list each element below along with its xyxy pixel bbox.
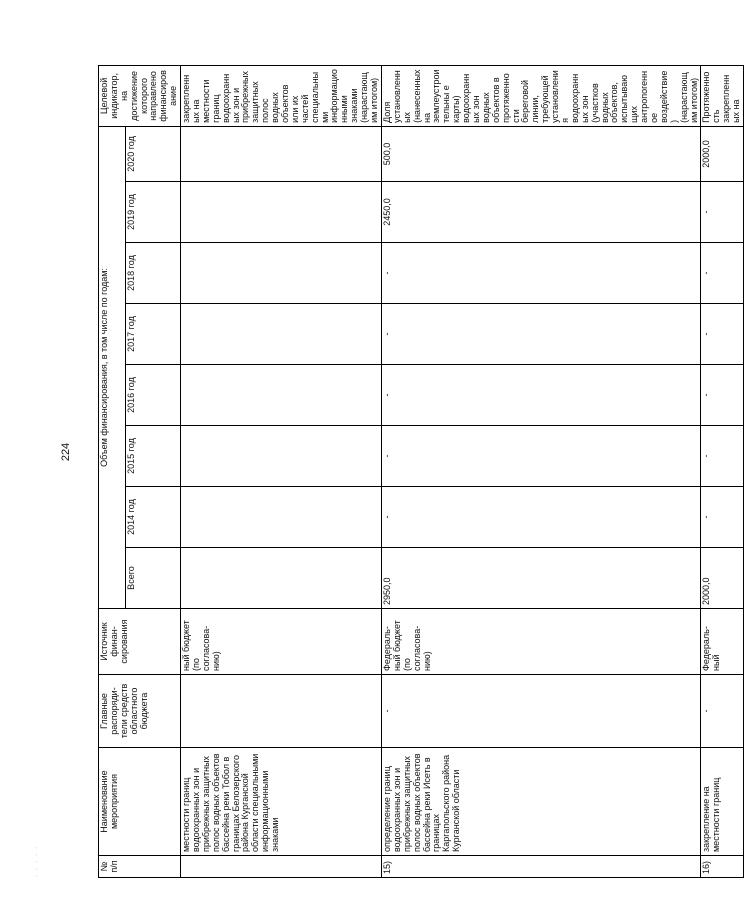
header-year-2015: 2015 год: [126, 426, 181, 487]
row-year-2017: -: [701, 304, 744, 365]
table-row: [381, 65, 701, 877]
row-source: Федераль-ный бюджет (по согласова-нию): [381, 609, 701, 675]
row-year-2020: 500,0: [381, 126, 701, 181]
rotated-page: [98, 66, 742, 878]
header-year-2014: 2014 год: [126, 487, 181, 548]
row-total: 2000,0: [701, 548, 744, 609]
row-num: 16): [701, 856, 744, 878]
row-year-2018: -: [701, 243, 744, 304]
header-year-2016: 2016 год: [126, 365, 181, 426]
row-manager: -: [381, 675, 701, 748]
row-year-2015: [181, 426, 382, 487]
row-year-2017: -: [381, 304, 701, 365]
row-year-2016: -: [701, 365, 744, 426]
row-name: определение границ водоохранных зон и прибрежных защитных полос водных объектов бассейна реки Исеть в границах Каргапольского района Курганской области: [381, 748, 701, 856]
row-total: [181, 548, 382, 609]
margin-mark: · · · · ·: [34, 845, 40, 877]
page-number: 224: [60, 442, 72, 462]
row-manager: [181, 675, 382, 748]
funding-table: [98, 65, 744, 878]
table-row: [701, 65, 744, 877]
row-manager: -: [701, 675, 744, 748]
header-year-2020: 2020 год: [126, 126, 181, 181]
header-total: Всего: [126, 548, 181, 609]
row-year-2015: -: [701, 426, 744, 487]
row-year-2019: 2450,0: [381, 182, 701, 243]
row-year-2017: [181, 304, 382, 365]
row-target: закрепленных на местности границ водоохранных зон и прибрежных защитных полос водных объектов или их частей специальными информационными знаками (нарастающим итогом): [181, 65, 382, 126]
header-year-2019: 2019 год: [126, 182, 181, 243]
header-name: Наименование мероприятия: [99, 748, 181, 856]
row-year-2019: [181, 182, 382, 243]
header-funding-group: Объем финансирования, в том числе по годам:: [99, 126, 126, 608]
row-target: Протяженность закрепленных на: [701, 65, 744, 126]
row-year-2018: -: [381, 243, 701, 304]
row-year-2020: 2000,0: [701, 126, 744, 181]
row-year-2019: -: [701, 182, 744, 243]
row-year-2014: -: [381, 487, 701, 548]
header-year-2018: 2018 год: [126, 243, 181, 304]
row-year-2015: -: [381, 426, 701, 487]
row-source: Федераль-ный: [701, 609, 744, 675]
row-target: Доля установленных (нанесенных на землеустроительны е карты) водоохранных зон водных объектов в протяженности береговой линии, требующей установления водоохранных зон (участков водных объектов, испытывающих антропогенное воздействие) (нарастающим итогом): [381, 65, 701, 126]
row-name: закрепление на местности границ: [701, 748, 744, 856]
header-year-2017: 2017 год: [126, 304, 181, 365]
row-total: 2950,0: [381, 548, 701, 609]
row-year-2018: [181, 243, 382, 304]
header-managers: Главные распоряди-тели средств областного бюджета: [99, 675, 181, 748]
row-year-2014: [181, 487, 382, 548]
header-num: № п/п: [99, 856, 181, 878]
row-year-2016: -: [381, 365, 701, 426]
header-target: Целевой индикатор, на достижение которого направлено финансирование: [99, 65, 181, 126]
row-year-2020: [181, 126, 382, 181]
row-year-2014: -: [701, 487, 744, 548]
row-num: [181, 856, 382, 878]
header-source: Источник финан-сирования: [99, 609, 181, 675]
row-source: ный бюджет (по согласова-нию): [181, 609, 382, 675]
table-row: [181, 65, 382, 877]
row-year-2016: [181, 365, 382, 426]
row-name: местности границ водоохранных зон и прибрежных защитных полос водных объектов бассейна реки Тобол в границах Белозерского района Курганской области специальными информационными знаками: [181, 748, 382, 856]
row-num: 15): [381, 856, 701, 878]
